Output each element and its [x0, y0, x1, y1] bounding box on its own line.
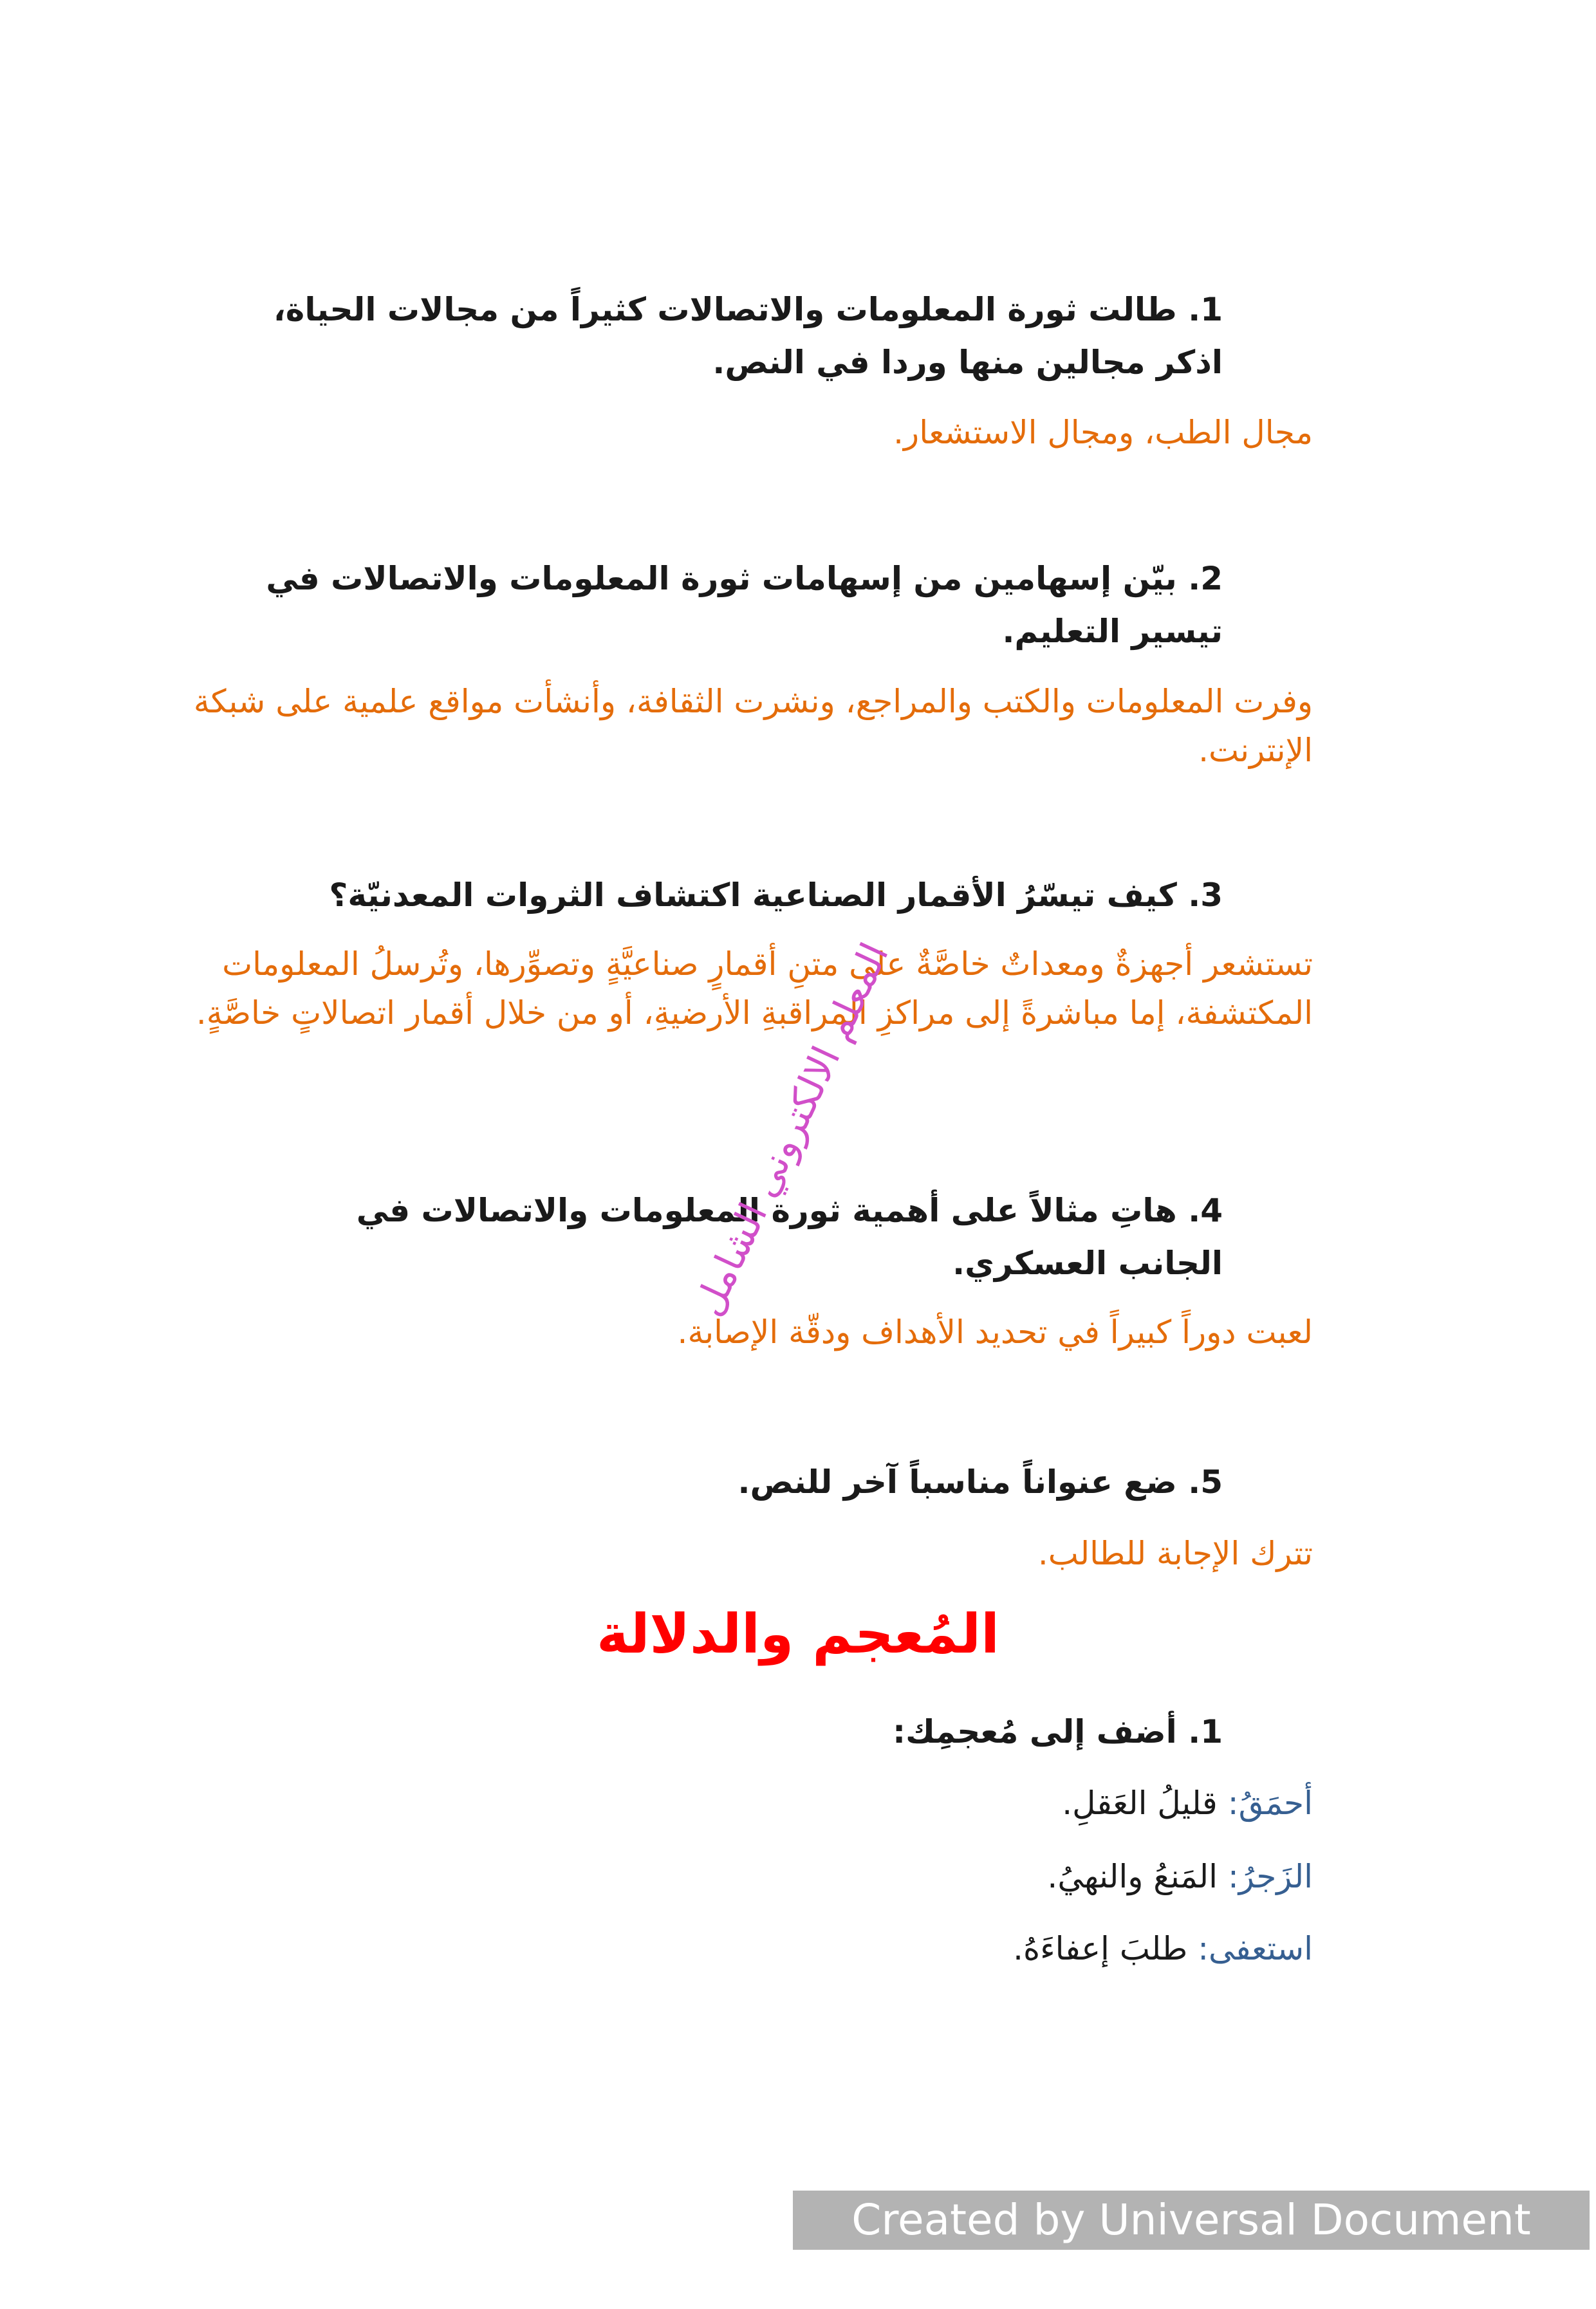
vocab-entry [412, 1924, 1313, 1973]
vocab-meaning: المَنعُ والنهيُ. [1047, 1858, 1218, 1895]
vocab-term: استعفى: [1198, 1930, 1313, 1967]
question-5-number: 5. [1188, 1463, 1223, 1501]
vocab-meaning: قليلُ العَقلِ. [1062, 1785, 1218, 1822]
answer-4: لعبت دوراً كبيراً في تحديد الأهداف ودقّة الإصابة. [677, 1313, 1313, 1351]
section-question-number: 1. [1188, 1713, 1223, 1750]
question-4-text: هاتِ مثالاً على أهمية ثورة المعلومات والاتصالات في الجانب العسكري. [356, 1192, 1223, 1282]
answer-1: مجال الطب، ومجال الاستشعار. [893, 414, 1313, 451]
vocab-term: الزَجرُ: [1227, 1858, 1313, 1895]
section-question [245, 1705, 1223, 1758]
question-1-text: طالت ثورة المعلومات والاتصالات كثيراً من مجالات الحياة، اذكر مجالين منها وردا في النص. [273, 291, 1223, 381]
answer-5: تترك الإجابة للطالب. [1037, 1535, 1313, 1572]
answer-3: تستشعر أجهزةٌ ومعداتٌ خاصَّةٌ على متنِ أقمارٍ صناعيَّةٍ وتصوِّرها، وتُرسلُ المعلومات المكتشفة، إما مباشرةً إلى مراكزِ المراقبةِ الأرضيةِ، أو من خلال أقمار اتصالاتٍ خاصَّةٍ. [196, 945, 1313, 1032]
section-title: المُعجم والدلالة [597, 1602, 999, 1665]
vocab-term: أحمَقُ: [1227, 1785, 1313, 1822]
watermark-text: المعلم الالكتروني الشامل [685, 936, 898, 1323]
vocab-entry [412, 1852, 1313, 1901]
vocab-entry [412, 1779, 1313, 1828]
question-3 [245, 869, 1223, 922]
answer-2: وفرت المعلومات والكتب والمراجع، ونشرت الثقافة، وأنشأت مواقع علمية على شبكة الإنترنت. [193, 683, 1313, 769]
question-1-number: 1. [1188, 291, 1223, 328]
question-2-number: 2. [1188, 560, 1223, 597]
question-3-number: 3. [1188, 876, 1223, 914]
question-5-text: ضع عنواناً مناسباً آخر للنص. [738, 1463, 1177, 1501]
vocab-meaning: طلبَ إعفاءَهُ. [1013, 1930, 1188, 1967]
question-5 [245, 1456, 1223, 1508]
converter-footer: Created by Universal Document Converter [793, 2191, 1590, 2250]
section-question-text: أضف إلى مُعجمِك: [893, 1713, 1177, 1750]
question-2 [245, 552, 1223, 658]
question-3-text: كيف تيسّرُ الأقمار الصناعية اكتشاف الثروات المعدنيّة؟ [329, 876, 1177, 914]
question-1 [245, 283, 1223, 389]
question-2-text: بيّن إسهامين من إسهامات ثورة المعلومات والاتصالات في تيسير التعليم. [266, 560, 1223, 650]
question-4-number: 4. [1188, 1192, 1223, 1229]
